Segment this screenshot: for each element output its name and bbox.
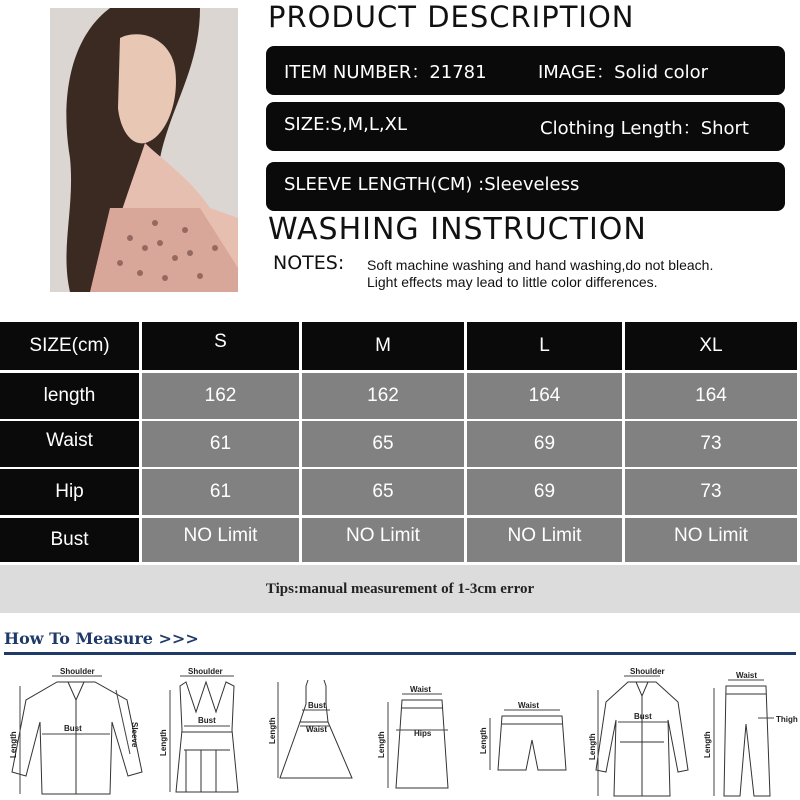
skirt-diagram: [368, 660, 464, 800]
column-header-m: M: [302, 322, 464, 370]
size-list: SIZE:S,M,L,XL: [284, 114, 408, 135]
table-corner: SIZE(cm): [0, 322, 139, 370]
table-cell: 61: [142, 421, 299, 467]
size-info-bar: [266, 102, 785, 151]
length-label: Length: [588, 733, 597, 760]
item-info-bar: [266, 46, 785, 95]
waist-label: Waist: [518, 701, 540, 710]
length-label: Length: [479, 727, 488, 754]
table-cell: 73: [625, 469, 797, 515]
bust-label: Bust: [64, 724, 82, 733]
tips-note: Tips:manual measurement of 1-3cm error: [0, 565, 800, 613]
coat-diagram: [590, 660, 694, 800]
hips-label: Hips: [414, 729, 432, 738]
table-cell: 164: [625, 373, 797, 419]
table-cell: 73: [625, 421, 797, 467]
length-label: Length: [159, 729, 168, 756]
shoulder-label: Shoulder: [630, 667, 665, 676]
column-header-l: L: [467, 322, 622, 370]
item-number: ITEM NUMBER：21781: [284, 62, 487, 83]
table-cell: 65: [302, 469, 464, 515]
length-label: Length: [377, 731, 386, 758]
notes-line-2: Light effects may lead to little color differences.: [367, 274, 658, 290]
how-to-measure-title: How To Measure >>>: [4, 629, 199, 648]
notes-line-1: Soft machine washing and hand washing,do not bleach.: [367, 257, 714, 273]
image-info: IMAGE：Solid color: [538, 62, 709, 83]
product-description-heading: PRODUCT DESCRIPTION: [268, 0, 635, 34]
shoulder-label: Shoulder: [60, 667, 95, 676]
waist-label: Waist: [736, 671, 758, 680]
shorts-diagram: [474, 660, 586, 800]
bust-label: Bust: [308, 701, 326, 710]
washing-instruction-heading: WASHING INSTRUCTION: [268, 212, 647, 247]
bust-label: Bust: [634, 712, 652, 721]
table-cell: 65: [302, 421, 464, 467]
table-cell: 162: [302, 373, 464, 419]
column-header-s: S: [142, 322, 299, 370]
table-cell: NO Limit: [302, 518, 464, 562]
sleeve-length: SLEEVE LENGTH(CM) :Sleeveless: [284, 174, 580, 195]
waist-label: Waist: [306, 725, 328, 734]
pants-diagram: [700, 660, 798, 800]
table-cell: NO Limit: [467, 518, 622, 562]
column-header-xl: XL: [625, 322, 797, 370]
length-label: Length: [703, 731, 712, 758]
top-diagram: [156, 660, 256, 800]
row-label-waist: Waist: [0, 421, 139, 467]
row-label-hip: Hip: [0, 469, 139, 515]
row-label-length: length: [0, 373, 139, 419]
clothing-length: Clothing Length：Short: [540, 118, 749, 139]
sleeve-label: Sleeve: [130, 722, 139, 748]
dress-diagram: [268, 660, 364, 800]
table-cell: 69: [467, 421, 622, 467]
sleeve-info-bar: [266, 162, 785, 211]
table-cell: 164: [467, 373, 622, 419]
product-photo: [50, 8, 238, 292]
table-cell: 162: [142, 373, 299, 419]
row-label-bust: Bust: [0, 518, 139, 562]
length-label: Length: [9, 731, 18, 758]
table-cell: 61: [142, 469, 299, 515]
bust-label: Bust: [198, 716, 216, 725]
thigh-label: Thigh: [776, 715, 798, 724]
shoulder-label: Shoulder: [188, 667, 223, 676]
table-cell: 69: [467, 469, 622, 515]
table-cell: NO Limit: [625, 518, 797, 562]
jacket-diagram: [2, 660, 150, 800]
table-cell: NO Limit: [142, 518, 299, 562]
divider: [4, 652, 796, 655]
notes-label: NOTES:: [273, 252, 345, 274]
length-label: Length: [268, 717, 277, 744]
waist-label: Waist: [410, 685, 432, 694]
